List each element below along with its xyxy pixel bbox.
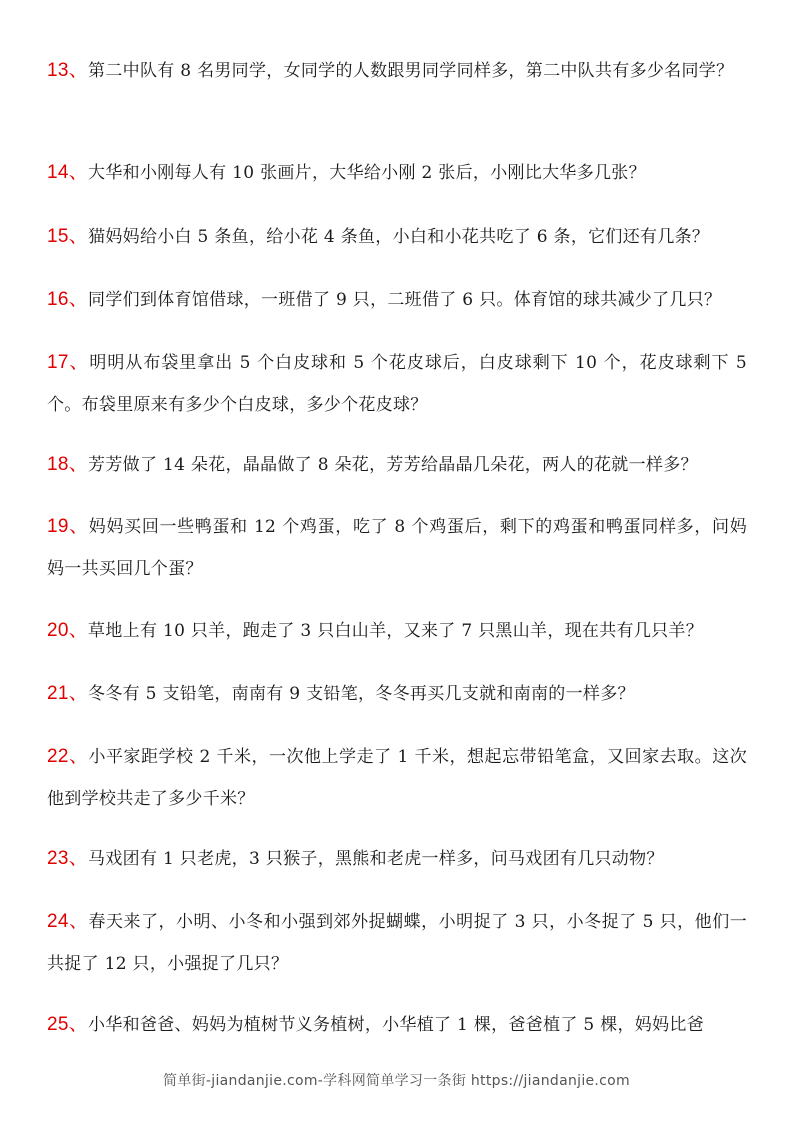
problem-text: 春天来了，小明、小冬和小强到郊外捉蝴蝶，小明捉了 3 只，小冬捉了 5 只，他们一共捉了 12 只，小强捉了几只？ — [47, 912, 747, 974]
problem-separator: 、 — [68, 911, 89, 932]
problem-separator: 、 — [68, 746, 89, 767]
problem-23 — [47, 838, 747, 880]
problem-25 — [47, 1004, 747, 1046]
problem-number: 18 — [47, 454, 69, 475]
problem-number: 25 — [47, 1014, 69, 1035]
problem-number: 23 — [47, 848, 69, 869]
problem-separator: 、 — [68, 289, 89, 310]
problem-number: 14 — [47, 162, 69, 183]
problem-text: 小华和爸爸、妈妈为植树节义务植树，小华植了 1 棵，爸爸植了 5 棵，妈妈比爸 — [88, 1015, 704, 1035]
problem-number: 24 — [47, 911, 69, 932]
problem-separator: 、 — [68, 1014, 89, 1035]
problem-number: 20 — [47, 620, 69, 641]
problem-text: 明明从布袋里拿出 5 个白皮球和 5 个花皮球后，白皮球剩下 10 个，花皮球剩下 5 个。布袋里原来有多少个白皮球，多少个花皮球？ — [47, 353, 747, 415]
problem-24 — [47, 901, 747, 985]
problem-text: 猫妈妈给小白 5 条鱼，给小花 4 条鱼，小白和小花共吃了 6 条，它们还有几条？ — [88, 227, 710, 247]
problem-number: 13 — [47, 60, 69, 81]
problem-number: 19 — [47, 516, 69, 537]
problem-separator: 、 — [68, 620, 89, 641]
problem-18 — [47, 444, 747, 486]
problem-separator: 、 — [68, 60, 89, 81]
problem-13 — [47, 50, 747, 92]
problem-number: 16 — [47, 289, 69, 310]
problem-number: 22 — [47, 746, 69, 767]
problem-separator: 、 — [68, 226, 89, 247]
problem-separator: 、 — [68, 683, 89, 704]
problem-text: 大华和小刚每人有 10 张画片，大华给小刚 2 张后，小刚比大华多几张？ — [88, 163, 646, 183]
problem-text: 妈妈买回一些鸭蛋和 12 个鸡蛋，吃了 8 个鸡蛋后，剩下的鸡蛋和鸭蛋同样多，问妈妈一共买回几个蛋？ — [47, 517, 747, 579]
problem-text: 冬冬有 5 支铅笔，南南有 9 支铅笔，冬冬再买几支就和南南的一样多？ — [88, 684, 635, 704]
problem-number: 15 — [47, 226, 69, 247]
problem-text: 第二中队有 8 名男同学，女同学的人数跟男同学同样多，第二中队共有多少名同学？ — [88, 61, 734, 81]
problem-17 — [47, 342, 747, 426]
problem-separator: 、 — [68, 848, 89, 869]
problem-text: 草地上有 10 只羊，跑走了 3 只白山羊，又来了 7 只黑山羊，现在共有几只羊？ — [88, 621, 704, 641]
problem-19 — [47, 506, 747, 590]
problem-22 — [47, 736, 747, 820]
problem-text: 马戏团有 1 只老虎，3 只猴子，黑熊和老虎一样多，问马戏团有几只动物？ — [88, 849, 664, 869]
problem-16 — [47, 279, 747, 321]
problem-number: 17 — [47, 352, 69, 373]
problem-text: 芳芳做了 14 朵花，晶晶做了 8 朵花，芳芳给晶晶几朵花，两人的花就一样多？ — [88, 455, 698, 475]
problem-14 — [47, 152, 747, 194]
problem-15 — [47, 216, 747, 258]
problem-20 — [47, 610, 747, 652]
footer-watermark-text: 简单街-jiandanjie.com-学科网简单学习一条街 https://jiandanjie.com — [163, 1073, 630, 1089]
problem-separator: 、 — [68, 352, 90, 373]
problem-text: 同学们到体育馆借球，一班借了 9 只，二班借了 6 只。体育馆的球共减少了几只？ — [88, 290, 722, 310]
problem-separator: 、 — [68, 454, 89, 475]
problem-number: 21 — [47, 683, 69, 704]
problem-21 — [47, 673, 747, 715]
problem-text: 小平家距学校 2 千米，一次他上学走了 1 千米，想起忘带铅笔盒，又回家去取。这次他到学校共走了多少千米？ — [47, 747, 747, 809]
problem-separator: 、 — [68, 162, 89, 183]
problem-separator: 、 — [68, 516, 89, 537]
